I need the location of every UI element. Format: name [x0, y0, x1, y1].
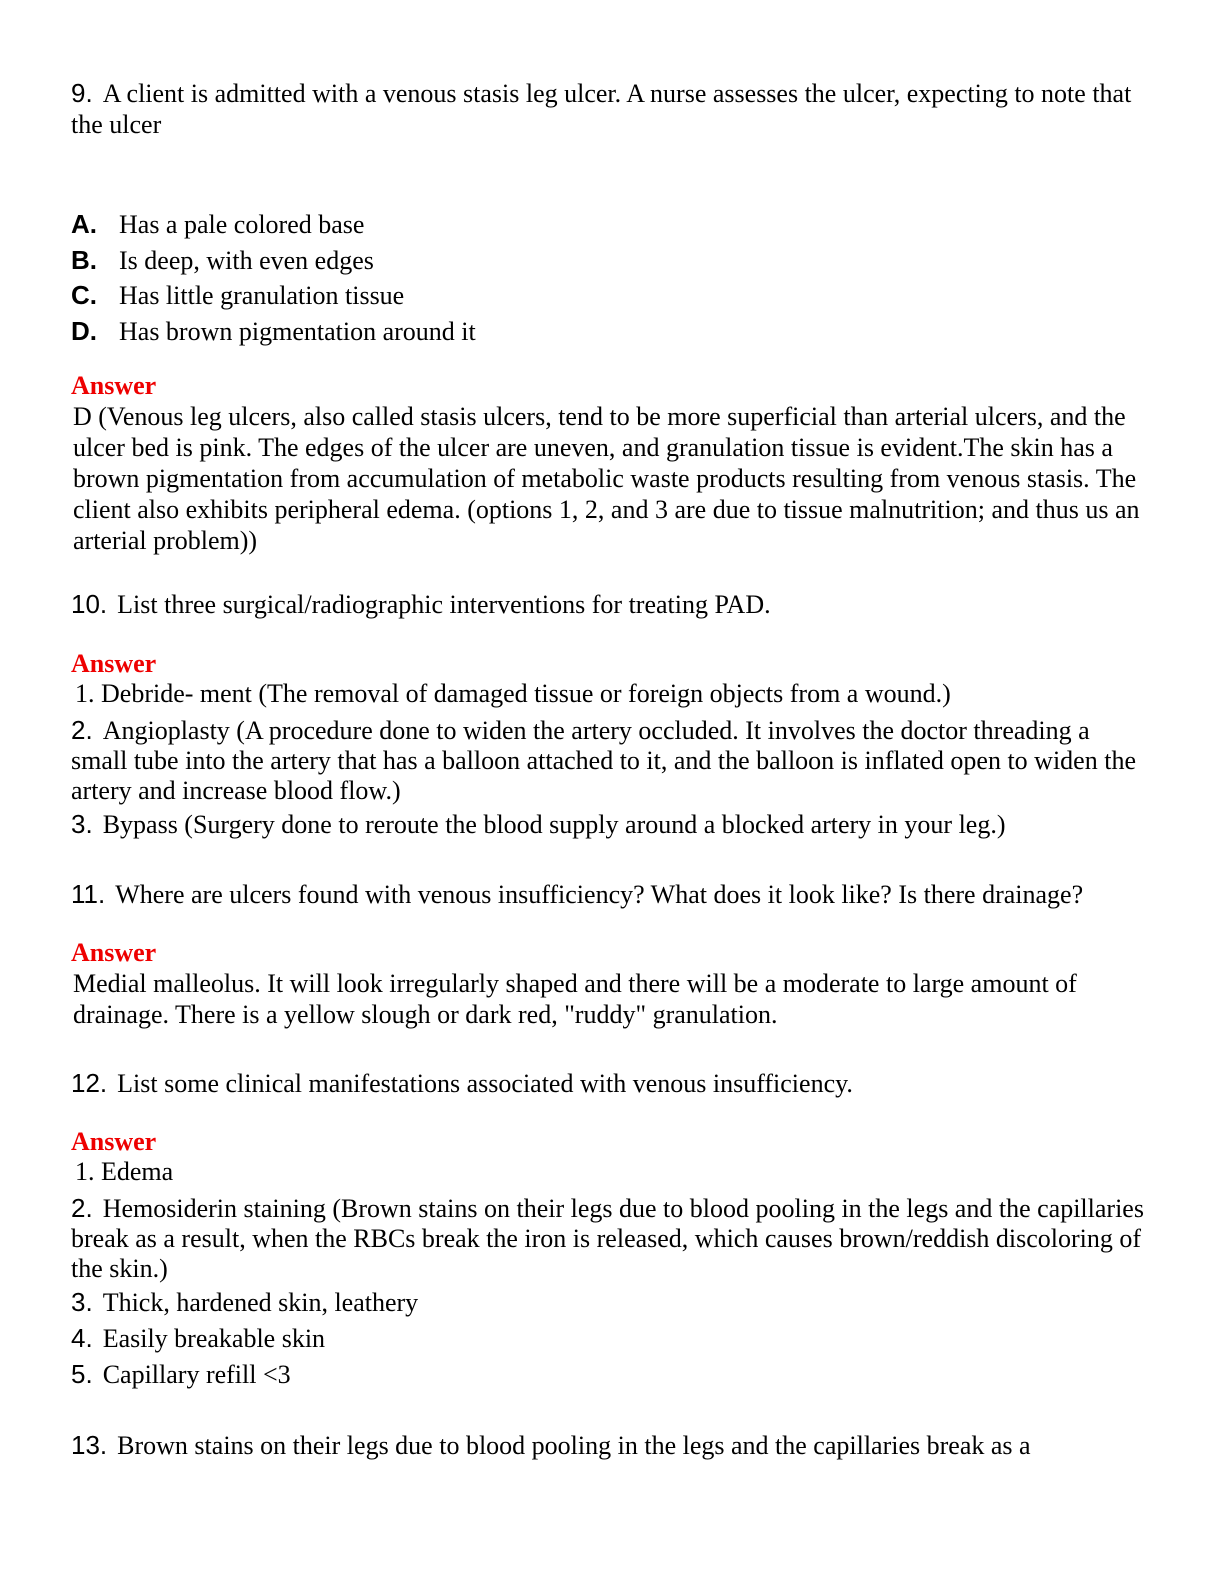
answer-block — [71, 938, 1146, 1030]
answer-text: D (Venous leg ulcers, also called stasis ulcers, tend to be more superficial than arterial ulcers, and the ulcer bed is pink. The edges of the ulcer are uneven, and granulation tissue is evident.The skin has a brown pigmentation from accumulation of metabolic waste products resulting from venous stasis. The client also exhibits peripheral edema. (options 1, 2, and 3 are due to tissue malnutrition; and thus us an arterial problem)) — [73, 402, 1140, 555]
item-text: Easily breakable skin — [102, 1324, 326, 1353]
option-d — [71, 314, 1146, 350]
answer-label: Answer — [71, 938, 157, 967]
question-text — [71, 1430, 1146, 1461]
option-text: Has a pale colored base — [119, 210, 365, 239]
question-body: Brown stains on their legs due to blood pooling in the legs and the capillaries break as a — [117, 1431, 1031, 1460]
option-text: Has brown pigmentation around it — [119, 316, 476, 346]
item-number: 3. — [71, 809, 93, 839]
answer-item-2 — [71, 1193, 1146, 1284]
answer-item-2 — [71, 715, 1146, 806]
item-text: Hemosiderin staining (Brown stains on their legs due to blood pooling in the legs and the capillaries break as a result, when the RBCs break the iron is released, which causes brown/reddish discoloring of the skin.) — [71, 1194, 1144, 1283]
question-number: 12. — [71, 1068, 108, 1098]
question-12 — [71, 1068, 1146, 1390]
item-text: Thick, hardened skin, leathery — [102, 1288, 419, 1317]
answer-item-1: 1. Edema — [75, 1157, 174, 1186]
question-11 — [71, 879, 1146, 1030]
item-number: 2. — [71, 1193, 93, 1223]
question-body: List some clinical manifestations associated with venous insufficiency. — [117, 1069, 853, 1098]
item-number: 2. — [71, 715, 93, 745]
question-text — [71, 589, 1146, 620]
answer-label: Answer — [71, 371, 157, 400]
answer-options — [71, 207, 1146, 349]
answer-block — [71, 1127, 1146, 1390]
answer-label: Answer — [71, 649, 157, 678]
option-a — [71, 207, 1146, 243]
option-c — [71, 278, 1146, 314]
answer-block — [71, 649, 1146, 840]
answer-label: Answer — [71, 1127, 157, 1156]
item-text: Capillary refill <3 — [102, 1360, 291, 1389]
question-body: Where are ulcers found with venous insufficiency? What does it look like? Is there drainage? — [115, 880, 1084, 909]
question-number: 13. — [71, 1430, 108, 1460]
option-text: Has little granulation tissue — [119, 281, 405, 310]
question-number: 10. — [71, 589, 108, 619]
question-text — [71, 879, 1146, 910]
option-letter: A. — [71, 209, 97, 239]
item-number: 4. — [71, 1323, 93, 1353]
question-number: 9. — [71, 78, 93, 108]
option-text: Is deep, with even edges — [119, 245, 374, 275]
item-number: 3. — [71, 1287, 93, 1317]
question-10 — [71, 589, 1146, 840]
item-number: 5. — [71, 1359, 93, 1389]
question-number: 11. — [71, 879, 106, 909]
question-text — [71, 1068, 1146, 1099]
answer-text: Medial malleolus. It will look irregularly shaped and there will be a moderate to large amount of drainage. There is a yellow slough or dark red, "ruddy" granulation. — [73, 969, 1077, 1029]
answer-item-5 — [71, 1359, 1146, 1390]
item-text: Angioplasty (A procedure done to widen the artery occluded. It involves the doctor threading a small tube into the artery that has a balloon attached to it, and the balloon is inflated open to widen the artery and increase blood flow.) — [71, 716, 1136, 805]
answer-item-3 — [71, 809, 1146, 840]
option-letter: B. — [71, 244, 97, 275]
question-text — [71, 78, 1146, 140]
answer-item-1: 1. Debride- ment (The removal of damaged tissue or foreign objects from a wound.) — [75, 679, 951, 708]
option-letter: C. — [71, 280, 97, 310]
question-9 — [71, 78, 1146, 556]
question-body: A client is admitted with a venous stasis leg ulcer. A nurse assesses the ulcer, expecting to note that the ulcer — [71, 79, 1132, 139]
document-page — [71, 78, 1146, 1461]
answer-item-4 — [71, 1323, 1146, 1354]
option-b — [71, 243, 1146, 279]
answer-block — [71, 371, 1146, 556]
answer-item-3 — [71, 1287, 1146, 1318]
question-body: List three surgical/radiographic interventions for treating PAD. — [117, 590, 771, 619]
option-letter: D. — [71, 315, 97, 346]
item-text: Bypass (Surgery done to reroute the blood supply around a blocked artery in your leg.) — [102, 810, 1006, 839]
question-13 — [71, 1430, 1146, 1461]
